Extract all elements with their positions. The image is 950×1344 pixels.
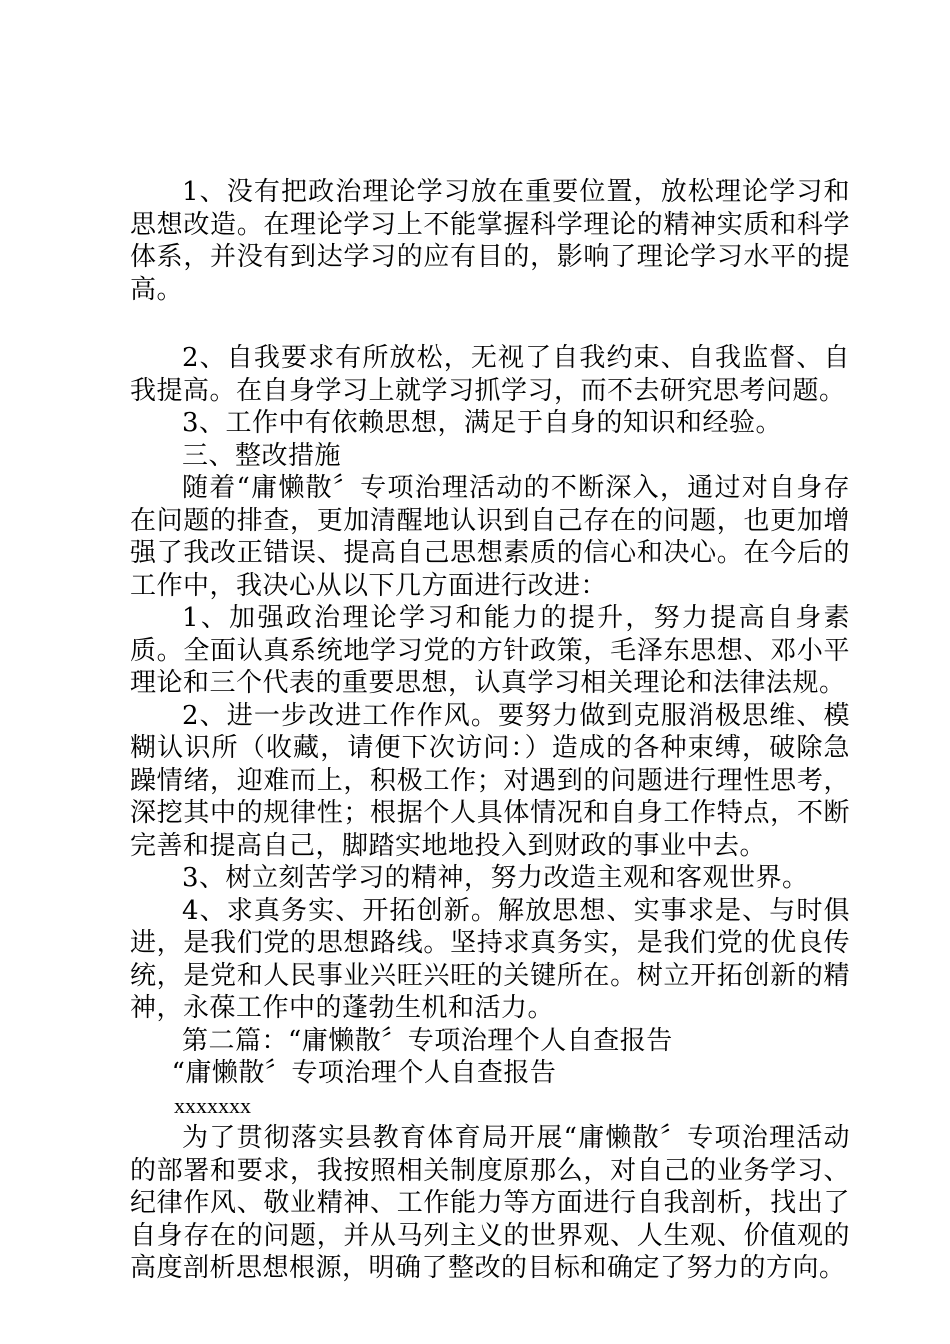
chapter-title: 第二篇：“庸懒散〞专项治理个人自查报告 — [182, 1025, 673, 1056]
paragraph-measure-4: 4、求真务实、开拓创新。解放思想、实事求是、与时俱进，是我们党的思想路线。坚持求真务实，是我们党的优良传统，是党和人民事业兴旺兴旺的关键所在。树立开拓创新的精神，永葆工作中的蓬勃生机和活力。 — [130, 895, 850, 1023]
paragraph-measure-3: 3、树立刻苦学习的精神，努力改造主观和客观世界。 — [182, 863, 809, 893]
paragraph-problem-2: 2、自我要求有所放松，无视了自我约束、自我监督、自我提高。在自身学习上就学习抓学习，而不去研究思考问题。 — [130, 343, 850, 406]
paragraph-gap — [130, 306, 850, 342]
paragraph-problem-3: 3、工作中有依赖思想，满足于自身的知识和经验。 — [182, 408, 783, 438]
author-placeholder: xxxxxxx — [174, 1092, 251, 1118]
section-heading-rectification: 三、整改措施 — [182, 440, 342, 471]
paragraph-report-intro: 为了贯彻落实县教育体育局开展“庸懒散〞专项治理活动的部署和要求，我按照相关制度原那么，对自己的业务学习、纪律作风、敬业精神、工作能力等方面进行自我剖析，找出了自身存在的问题，并从马列主义的世界观、人生观、价值观的高度剖析思想根源，明确了整改的目标和确定了努力的方向。 — [130, 1123, 850, 1283]
paragraph-measure-1: 1、加强政治理论学习和能力的提升，努力提高自身素质。全面认真系统地学习党的方针政策，毛泽东思想、邓小平理论和三个代表的重要思想，认真学习相关理论和法律法规。 — [130, 603, 850, 698]
report-title: “庸懒散〞专项治理个人自查报告 — [171, 1058, 557, 1088]
paragraph-measure-2: 2、进一步改进工作作风。要努力做到克服消极思维、模糊认识所（收藏，请便下次访问：）造成的各种束缚，破除急躁情绪，迎难而上，积极工作；对遇到的问题进行理性思考，深挖其中的规律性；根据个人具体情况和自身工作特点，不断完善和提高自己，脚踏实地地投入到财政的事业中去。 — [130, 700, 850, 861]
paragraph-problem-1: 1、没有把政治理论学习放在重要位置，放松理论学习和思想改造。在理论学习上不能掌握科学理论的精神实质和科学体系，并没有到达学习的应有目的，影响了理论学习水平的提高。 — [130, 177, 850, 305]
paragraph-measures-intro: 随着“庸懒散〞专项治理活动的不断深入，通过对自身存在问题的排查，更加清醒地认识到自己存在的问题，也更加增强了我改正错误、提高自己思想素质的信心和决心。在今后的工作中，我决心从以下几方面进行改进： — [130, 473, 850, 601]
document-page — [130, 176, 850, 1285]
